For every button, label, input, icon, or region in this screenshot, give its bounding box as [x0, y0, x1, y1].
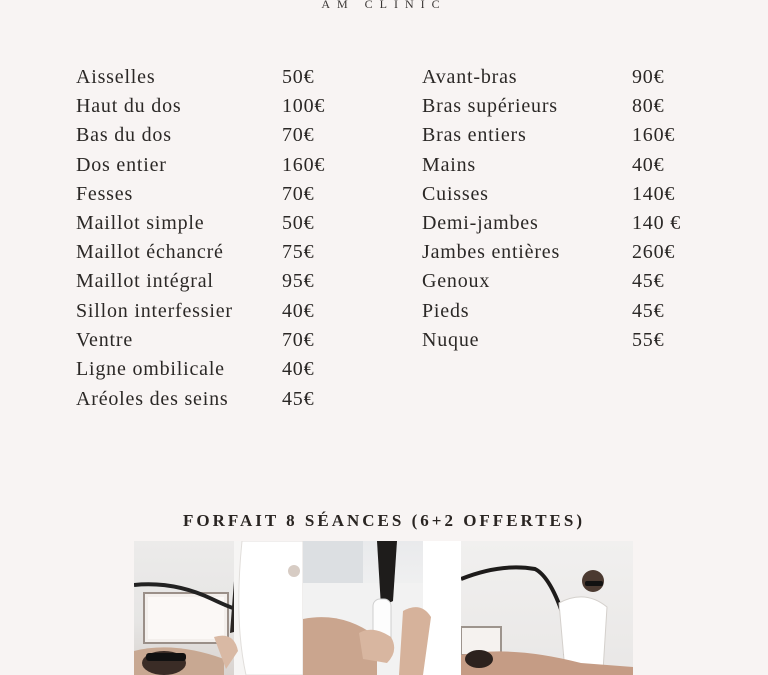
area-name: Dos entier — [76, 153, 167, 176]
area-price: 140 € — [632, 211, 681, 234]
price-row — [422, 210, 712, 239]
price-row — [76, 93, 356, 122]
price-row — [422, 152, 712, 181]
area-price: 70€ — [282, 328, 315, 351]
area-price: 45€ — [282, 387, 315, 410]
price-row — [422, 122, 712, 151]
area-price: 100€ — [282, 95, 326, 118]
price-row — [422, 239, 712, 268]
area-name: Ventre — [76, 328, 133, 351]
treatment-photo — [303, 541, 461, 675]
price-list-right — [422, 64, 712, 356]
area-price: 95€ — [282, 270, 315, 293]
price-row — [76, 268, 356, 297]
treatment-illustration — [303, 541, 461, 675]
area-name: Sillon interfessier — [76, 299, 233, 322]
area-price: 55€ — [632, 328, 665, 351]
price-list-left — [76, 64, 356, 415]
price-row — [422, 327, 712, 356]
price-row — [76, 327, 356, 357]
area-price: 50€ — [282, 211, 315, 234]
area-name: Avant-bras — [422, 66, 518, 88]
area-name: Maillot intégral — [76, 270, 214, 293]
forfait-title: FORFAIT 8 SÉANCES (6+2 OFFERTES) — [183, 511, 585, 530]
area-price: 70€ — [282, 182, 315, 205]
area-price: 90€ — [632, 66, 665, 88]
area-price: 260€ — [632, 241, 676, 264]
price-row — [422, 64, 712, 93]
area-price: 40€ — [282, 299, 315, 322]
area-price: 140€ — [632, 182, 676, 205]
price-row — [76, 356, 356, 386]
area-name: Haut du dos — [76, 95, 182, 118]
area-name: Maillot échancré — [76, 241, 224, 264]
area-price: 75€ — [282, 241, 315, 264]
area-name: Aisselles — [76, 66, 156, 88]
treatment-photo — [461, 541, 633, 675]
area-price: 160€ — [282, 153, 326, 176]
price-row — [76, 386, 356, 416]
area-name: Mains — [422, 153, 476, 176]
area-price: 160€ — [632, 124, 676, 147]
area-name: Nuque — [422, 328, 480, 351]
price-row — [422, 181, 712, 210]
area-name: Fesses — [76, 182, 134, 205]
area-price: 80€ — [632, 95, 665, 118]
price-row — [76, 152, 356, 181]
price-row — [422, 268, 712, 297]
price-row — [76, 64, 356, 93]
area-price: 70€ — [282, 124, 315, 147]
area-price: 40€ — [282, 358, 315, 381]
area-name: Genoux — [422, 270, 491, 293]
area-name: Cuisses — [422, 182, 489, 205]
area-name: Jambes entières — [422, 241, 561, 264]
price-row — [76, 298, 356, 327]
treatment-photo — [134, 541, 303, 675]
price-row — [422, 93, 712, 122]
treatment-illustration — [461, 541, 633, 675]
brand-name: AM CLINIC — [321, 0, 447, 11]
area-name: Bras entiers — [422, 124, 527, 147]
area-price: 45€ — [632, 270, 665, 293]
area-name: Demi-jambes — [422, 211, 539, 234]
treatment-illustration — [134, 541, 303, 675]
price-row — [76, 122, 356, 151]
area-name: Pieds — [422, 299, 470, 322]
area-name: Bas du dos — [76, 124, 172, 147]
area-price: 40€ — [632, 153, 665, 176]
area-name: Bras supérieurs — [422, 95, 558, 118]
price-row — [422, 298, 712, 327]
area-name: Maillot simple — [76, 211, 205, 234]
area-name: Aréoles des seins — [76, 387, 229, 410]
price-row — [76, 239, 356, 268]
price-row — [76, 210, 356, 239]
area-name: Ligne ombilicale — [76, 358, 225, 381]
area-price: 45€ — [632, 299, 665, 322]
area-price: 50€ — [282, 66, 315, 88]
photo-strip — [134, 541, 633, 675]
price-row — [76, 181, 356, 210]
